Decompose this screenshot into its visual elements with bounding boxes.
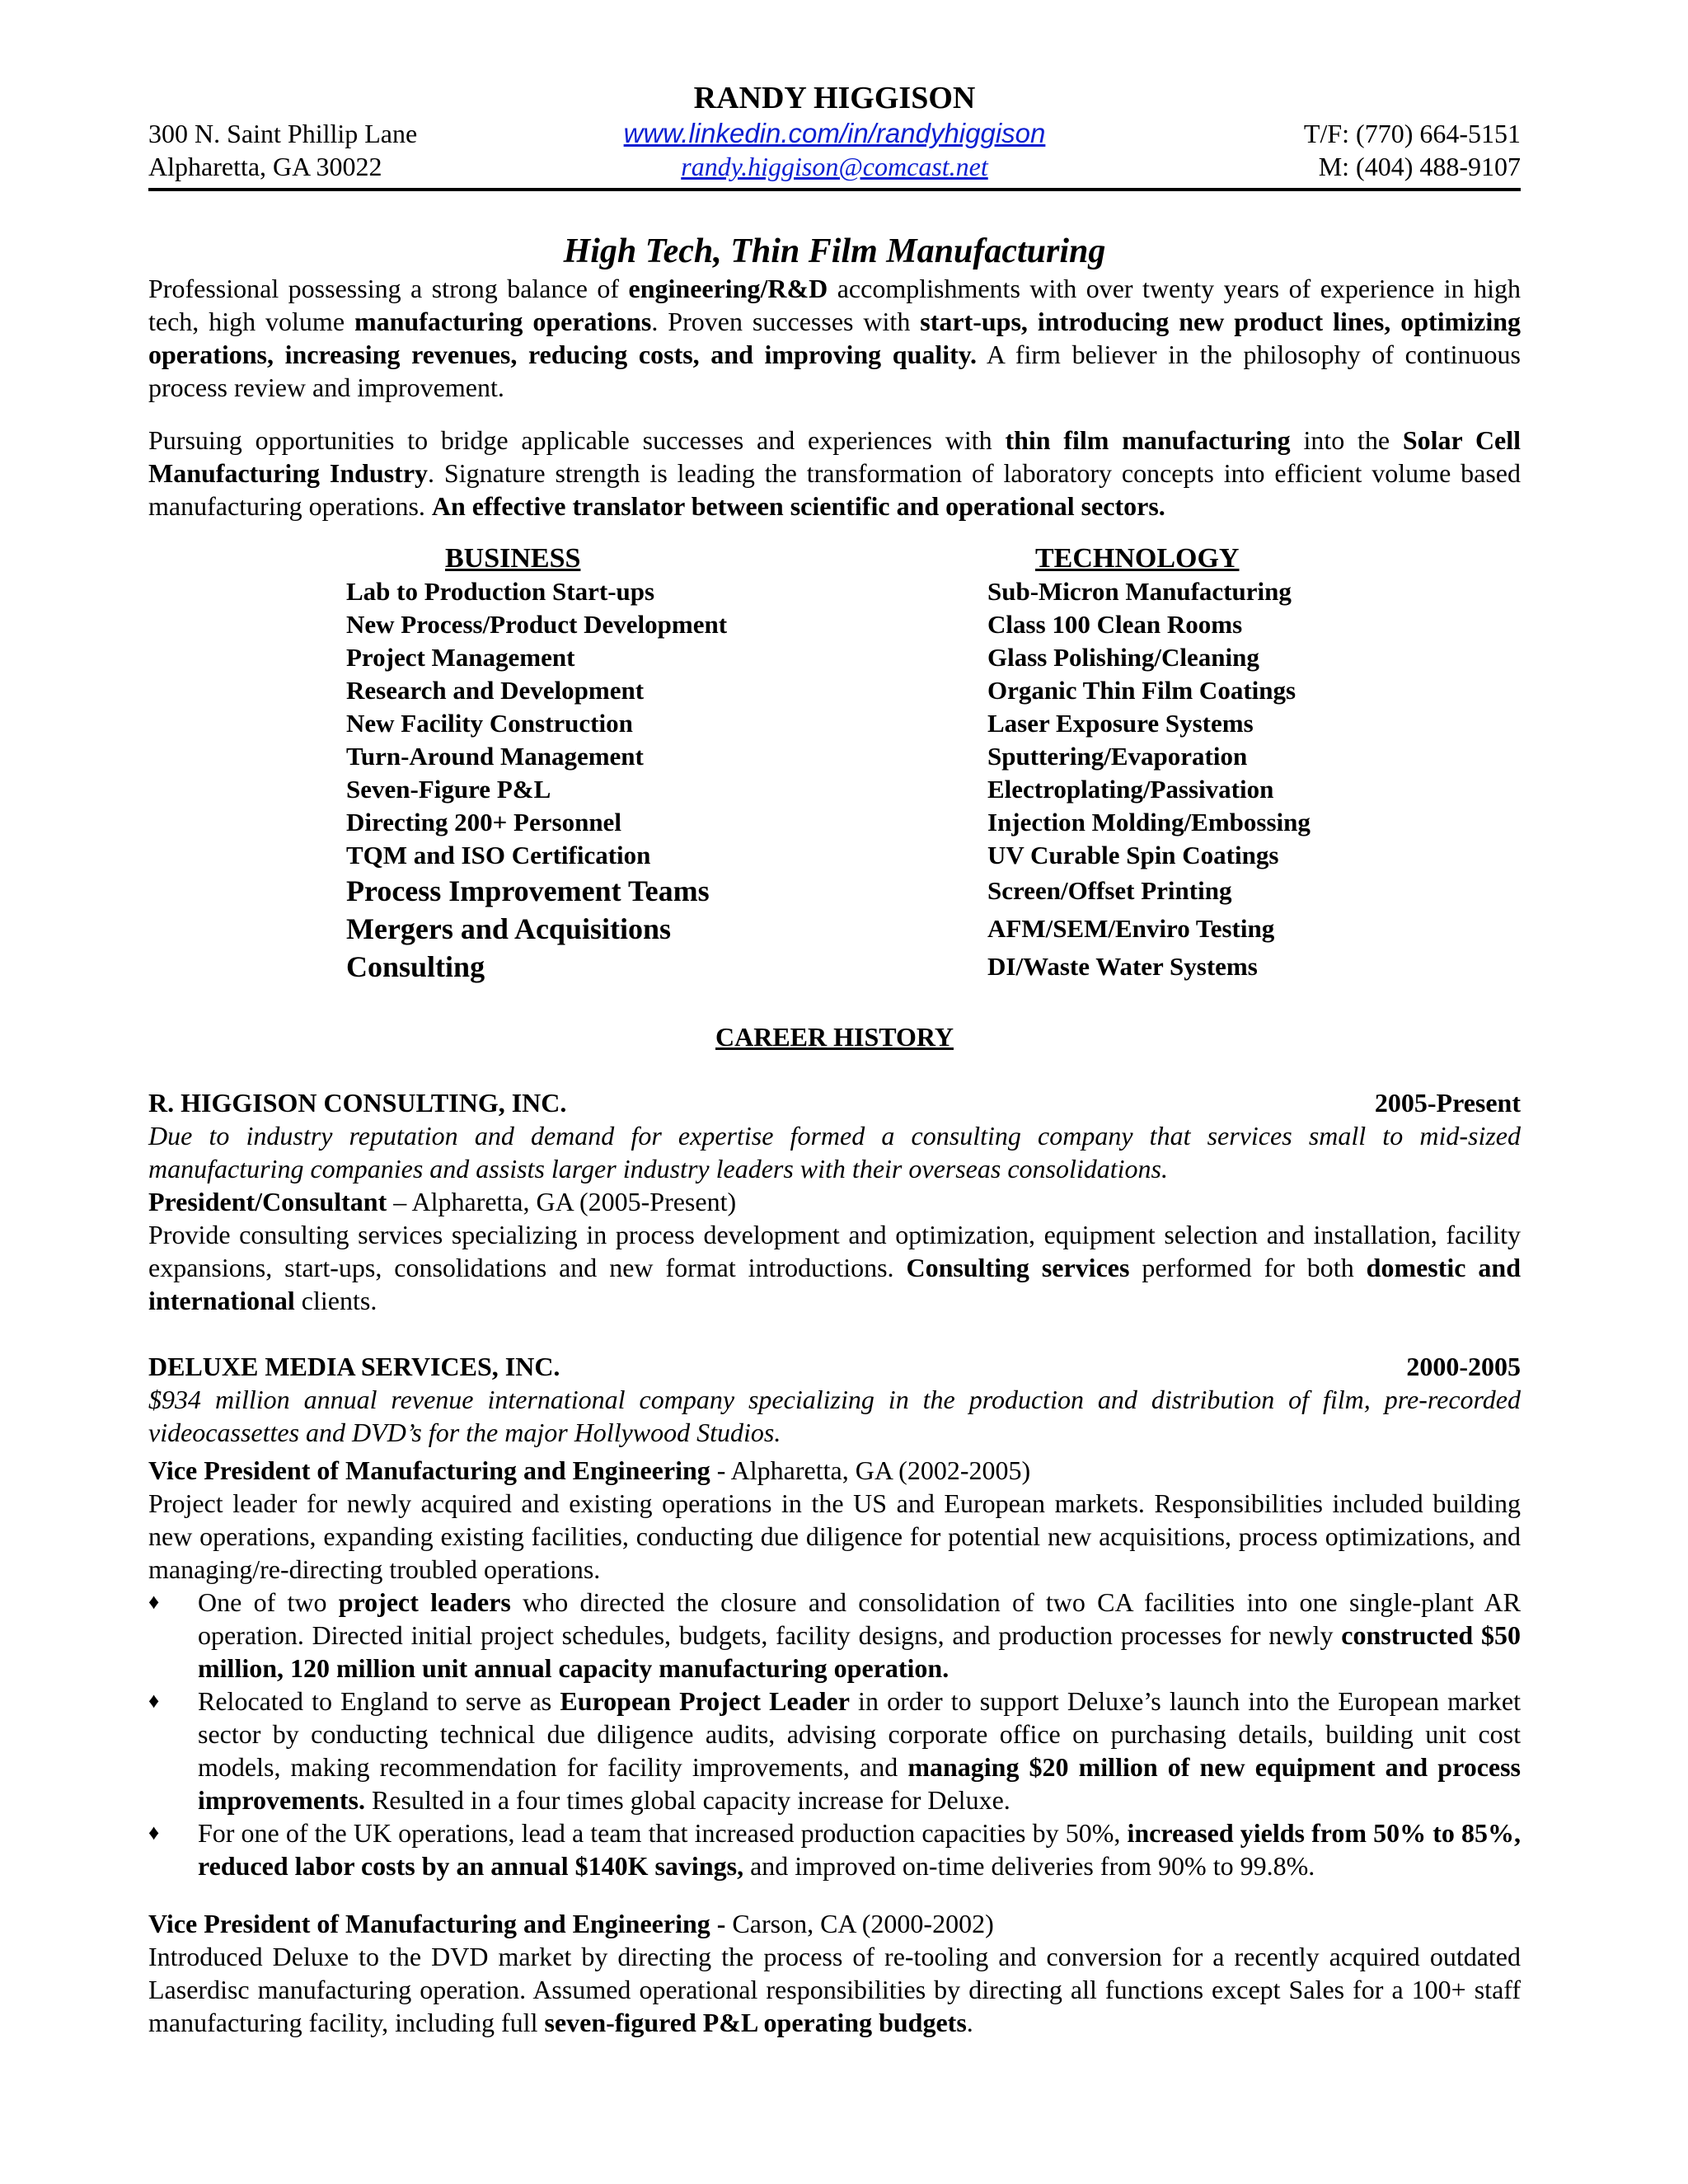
business-skill: TQM and ISO Certification	[346, 841, 651, 869]
header-divider	[148, 188, 1521, 191]
career-history-heading: CAREER HISTORY	[715, 1022, 954, 1052]
business-skill: Consulting	[346, 950, 485, 983]
header-row-2	[148, 150, 1521, 183]
company-description: Due to industry reputation and demand for expertise formed a consulting company that services small to mid-sized manufacturing companies and assists larger industry leaders with their overseas consolidations.	[148, 1121, 1521, 1183]
business-skill: New Process/Product Development	[346, 610, 728, 639]
summary-paragraph-1: Professional possessing a strong balance of engineering/R&D accomplishments with over twenty years of experience in high tech, high volume manufacturing operations. Proven successes with start-ups, introducing new product lines, optimizing operations, increasing revenues, reducing costs, and improving quality. A firm believer in the philosophy of continuous process review and improvement.	[148, 274, 1522, 402]
business-skill: Lab to Production Start-ups	[346, 577, 655, 606]
role-title: Vice President of Manufacturing and Engineering - Alpharetta, GA (2002-2005)	[148, 1455, 1031, 1485]
technology-skill: Sputtering/Evaporation	[987, 742, 1248, 771]
linkedin-link[interactable]: www.linkedin.com/in/randyhiggison	[623, 118, 1046, 148]
email-link[interactable]: randy.higgison@comcast.net	[681, 152, 988, 181]
job-dates: 2000-2005	[1406, 1352, 1521, 1381]
achievement-list	[148, 1586, 1521, 1882]
address-line-2: Alpharetta, GA 30022	[148, 152, 382, 181]
summary-paragraph-2: Pursuing opportunities to bridge applicable successes and experiences with thin film manufacturing into the Solar Cell Manufacturing Industry. Signature strength is leading the transformation of laboratory concepts into efficient volume based manufacturing operations. An effective translator between scientific and operational sectors.	[148, 425, 1522, 521]
achievement-item: ♦ Relocated to England to serve as European Project Leader in order to support Deluxe’s launch into the European market sector by conducting technical due diligence audits, advising corporate office on purchasing details, building unit cost models, making recommendation for facility improvements, and managing $20 million of new equipment and process improvements. Resulted in a four times global capacity increase for Deluxe.	[148, 1686, 1522, 1815]
technology-skills-column	[987, 542, 1515, 986]
business-skill: Directing 200+ Personnel	[346, 808, 621, 837]
header-row-1	[148, 117, 1521, 150]
achievement-item: ♦ One of two project leaders who directed the closure and consolidation of two CA facilities into one single-plant AR operation. Directed initial project schedules, budgets, facility designs, and production processes for newly constructed $50 million, 120 million unit annual capacity manufacturing operation.	[148, 1587, 1522, 1683]
skills-section	[148, 542, 1521, 1004]
business-skills-column	[346, 542, 956, 986]
business-skill: Process Improvement Teams	[346, 874, 710, 907]
address-line-1: 300 N. Saint Phillip Lane	[148, 119, 418, 148]
technology-skill: Laser Exposure Systems	[987, 709, 1254, 738]
technology-skill: AFM/SEM/Enviro Testing	[987, 914, 1275, 943]
technology-skill: Glass Polishing/Cleaning	[987, 643, 1259, 672]
business-skill: Mergers and Acquisitions	[346, 912, 672, 945]
job-header	[148, 1086, 1521, 1119]
role-description: Provide consulting services specializing in process development and optimization, equipment selection and installation, facility expansions, start-ups, consolidations and new format introductions. Consulting services performed for both domestic and international clients.	[148, 1220, 1522, 1315]
technology-skill: Screen/Offset Printing	[987, 876, 1232, 905]
technology-skill: Injection Molding/Embossing	[987, 808, 1311, 837]
role-description: Introduced Deluxe to the DVD market by directing the process of re-tooling and conversion for a recently acquired outdated Laserdisc manufacturing operation. Assumed operational responsibilities by directing all functions except Sales for a 100+ staff manufacturing facility, including full seven-figured P&L operating budgets.	[148, 1942, 1521, 2037]
business-skill: Turn-Around Management	[346, 742, 644, 771]
resume-page	[148, 79, 1521, 2039]
company-description: $934 million annual revenue international company specializing in the production and distribution of film, pre-recorded videocassettes and DVD’s for the major Hollywood Studios.	[148, 1385, 1521, 1447]
company-name: DELUXE MEDIA SERVICES, INC.	[148, 1352, 560, 1381]
technology-skill: UV Curable Spin Coatings	[987, 841, 1279, 869]
role-title: President/Consultant – Alpharetta, GA (2005-Present)	[148, 1187, 737, 1216]
phone-m: M: (404) 488-9107	[1318, 152, 1521, 181]
technology-skill: Electroplating/Passivation	[987, 775, 1274, 804]
diamond-bullet-icon: ♦	[148, 1590, 160, 1614]
technology-skill: Class 100 Clean Rooms	[987, 610, 1243, 639]
phone-tf: T/F: (770) 664-5151	[1303, 119, 1521, 148]
company-name: R. HIGGISON CONSULTING, INC.	[148, 1088, 567, 1118]
achievement-item: ♦ For one of the UK operations, lead a team that increased production capacities by 50%, increased yields from 50% to 85%, reduced labor costs by an annual $140K savings, and improved on-time deliveries from 90% to 99.8%.	[148, 1818, 1522, 1881]
role-title: Vice President of Manufacturing and Engineering - Carson, CA (2000-2002)	[148, 1909, 994, 1938]
business-heading: BUSINESS	[445, 543, 581, 574]
role-description: Project leader for newly acquired and existing operations in the US and European markets. Responsibilities included building new operations, expanding existing facilities, conducting due diligence for potential new acquisitions, process optimizations, and managing/re-directing troubled operations.	[148, 1488, 1521, 1584]
business-skill: New Facility Construction	[346, 709, 633, 738]
technology-skill: DI/Waste Water Systems	[987, 952, 1258, 981]
business-skill: Seven-Figure P&L	[346, 775, 551, 804]
diamond-bullet-icon: ♦	[148, 1689, 160, 1713]
resume-headline: High Tech, Thin Film Manufacturing	[563, 232, 1106, 270]
technology-heading: TECHNOLOGY	[1035, 543, 1240, 574]
job-header	[148, 1350, 1521, 1383]
diamond-bullet-icon: ♦	[148, 1821, 160, 1844]
technology-skill: Sub-Micron Manufacturing	[987, 577, 1292, 606]
job-dates: 2005-Present	[1374, 1088, 1521, 1118]
business-skill: Research and Development	[346, 676, 645, 705]
candidate-name: RANDY HIGGISON	[693, 81, 976, 115]
business-skill: Project Management	[346, 643, 575, 672]
technology-skill: Organic Thin Film Coatings	[987, 676, 1296, 705]
